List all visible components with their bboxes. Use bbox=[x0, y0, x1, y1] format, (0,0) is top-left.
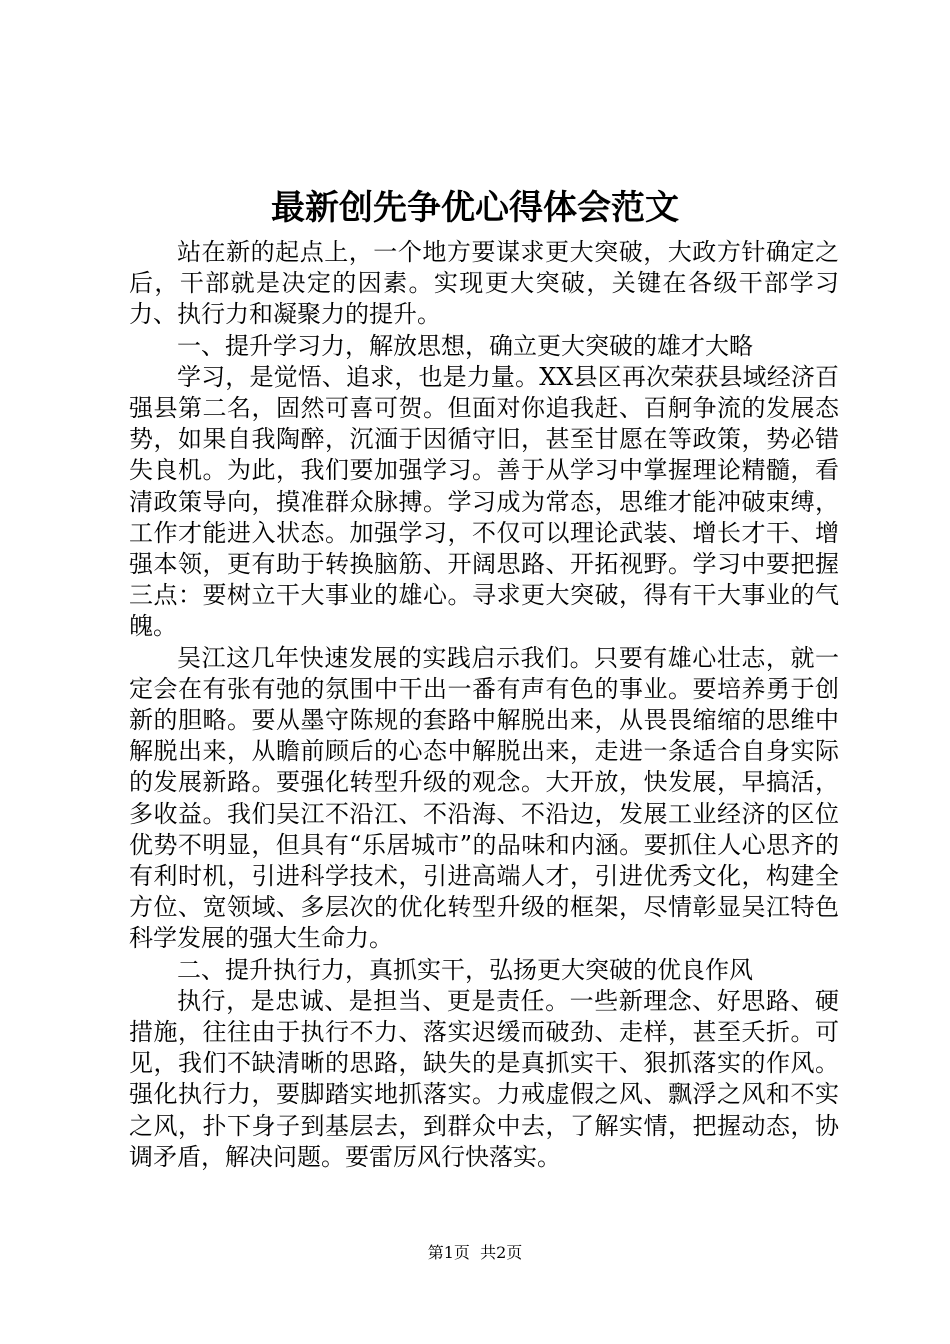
document-title: 最新创先争优心得体会范文 bbox=[271, 188, 679, 228]
paragraph-intro: 站在新的起点上，一个地方要谋求更大突破，大政方针确定之后，干部就是决定的因素。实现更大突破，关键在各级干部学习力、执行力和凝聚力的提升。 bbox=[129, 238, 839, 329]
paragraph-wujiang: 吴江这几年快速发展的实践启示我们。只要有雄心壮志，就一定会在有张有弛的氛围中干出一番有声有色的事业。要培养勇于创新的胆略。要从墨守陈规的套路中解脱出来，从畏畏缩缩的思维中解脱出来，从瞻前顾后的心态中解脱出来，走进一条适合自身实际的发展新路。要强化转型升级的观念。大开放，快发展，早搞活，多收益。我们吴江不沿江、不沿海、不沿边，发展工业经济的区位优势不明显，但具有“乐居城市”的品味和内涵。要抓住人心思齐的有利时机，引进科学技术，引进高端人才，引进优秀文化，构建全方位、宽领域、多层次的优化转型升级的框架，尽情彰显吴江特色科学发展的强大生命力。 bbox=[129, 643, 839, 953]
page-total: 共2页 bbox=[480, 1243, 523, 1262]
page-number: 第1页 bbox=[427, 1243, 470, 1262]
paragraph-learning: 学习，是觉悟、追求，也是力量。XX县区再次荣获县域经济百强县第二名，固然可喜可贺。但面对你追我赶、百舸争流的发展态势，如果自我陶醉，沉湎于因循守旧，甚至甘愿在等政策，势必错失良机。为此，我们要加强学习。善于从学习中掌握理论精髓，看清政策导向，摸准群众脉搏。学习成为常态，思维才能冲破束缚，工作才能进入状态。加强学习，不仅可以理论武装、增长才干、增强本领，更有助于转换脑筋、开阔思路、开拓视野。学习中要把握三点：要树立干大事业的雄心。寻求更大突破，得有干大事业的气魄。 bbox=[129, 362, 839, 641]
footer-separator bbox=[470, 1243, 480, 1262]
page-footer bbox=[0, 1242, 950, 1264]
document-body bbox=[129, 237, 839, 1173]
section-heading-1: 一、提升学习力，解放思想，确立更大突破的雄才大略 bbox=[177, 331, 753, 360]
section-heading-2: 二、提升执行力，真抓实干，弘扬更大突破的优良作风 bbox=[177, 955, 753, 984]
paragraph-execution: 执行，是忠诚、是担当、更是责任。一些新理念、好思路、硬措施，往往由于执行不力、落实迟缓而破劲、走样，甚至夭折。可见，我们不缺清晰的思路，缺失的是真抓实干、狠抓落实的作风。强化执行力，要脚踏实地抓落实。力戒虚假之风、飘浮之风和不实之风，扑下身子到基层去，到群众中去，了解实情，把握动态，协调矛盾，解决问题。要雷厉风行快落实。 bbox=[129, 986, 839, 1171]
